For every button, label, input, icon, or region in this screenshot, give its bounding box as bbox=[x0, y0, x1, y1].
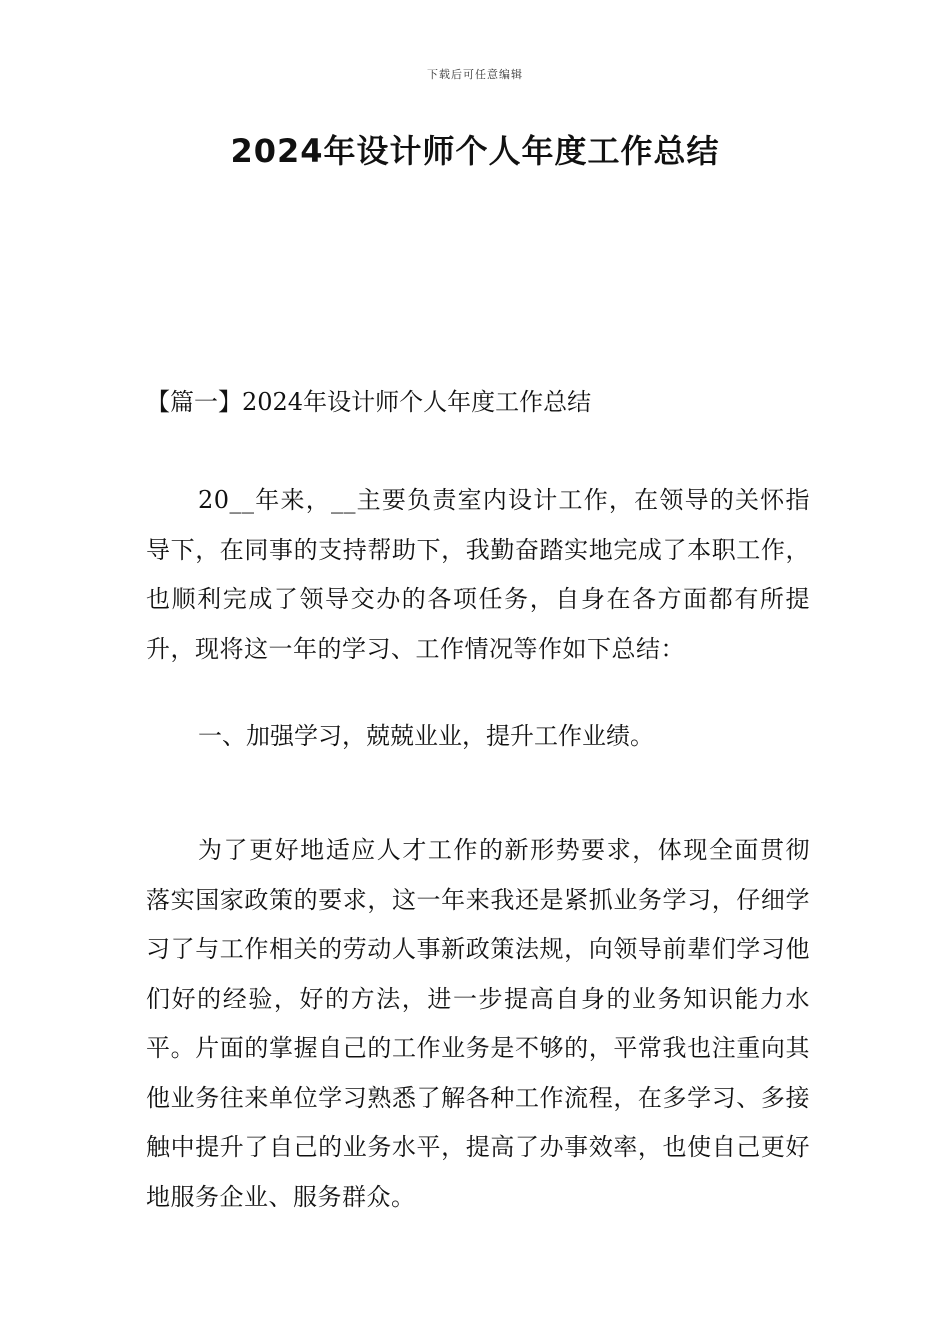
section-heading: 【篇一】2024年设计师个人年度工作总结 bbox=[146, 388, 592, 416]
subheading-1: 一、加强学习，兢兢业业，提升工作业绩。 bbox=[198, 722, 654, 750]
document-title: 2024年设计师个人年度工作总结 bbox=[230, 132, 720, 170]
header-note: 下载后可任意编辑 bbox=[427, 68, 523, 81]
paragraph-study: 为了更好地适应人才工作的新形势要求，体现全面贯彻落实国家政策的要求，这一年来我还是紧抓业务学习，仔细学习了与工作相关的劳动人事新政策法规，向领导前辈们学习他们好的经验，好的方法，进一步提高自身的业务知识能力水平。片面的掌握自己的工作业务是不够的，平常我也注重向其他业务往来单位学习熟悉了解各种工作流程，在多学习、多接触中提升了自己的业务水平，提高了办事效率，也使自己更好地服务企业、服务群众。 bbox=[146, 836, 810, 1211]
paragraph-intro: 20__年来，__主要负责室内设计工作，在领导的关怀指导下，在同事的支持帮助下，我勤奋踏实地完成了本职工作，也顺利完成了领导交办的各项任务，自身在各方面都有所提升，现将这一年的学习、工作情况等作如下总结： bbox=[146, 486, 810, 663]
